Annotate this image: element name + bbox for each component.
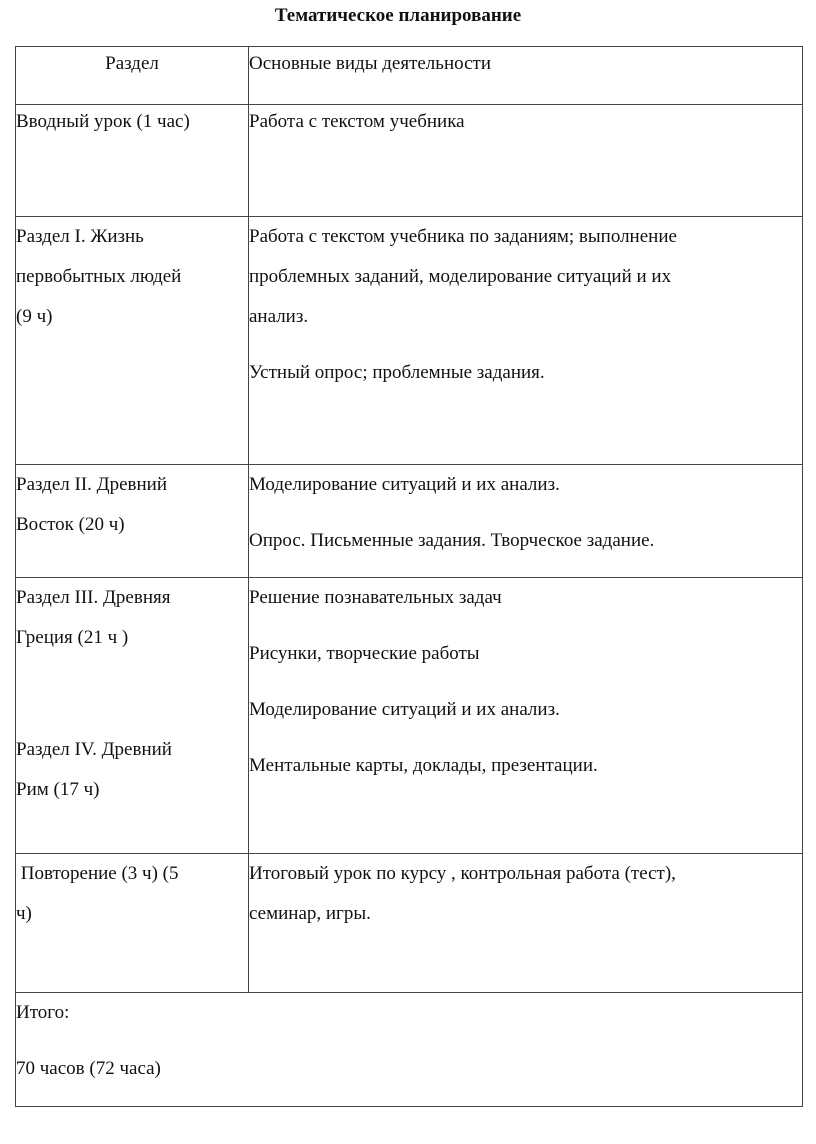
section-text: Раздел IV. Древний xyxy=(16,739,172,760)
section-cell xyxy=(16,217,249,465)
section-cell xyxy=(16,578,249,854)
table-header-row xyxy=(16,47,803,105)
activities-text: Рисунки, творческие работы xyxy=(249,643,480,664)
thematic-plan-table xyxy=(15,46,803,1107)
section-text: первобытных людей xyxy=(16,266,182,287)
table-row xyxy=(16,465,803,578)
activities-cell xyxy=(249,217,803,465)
section-text: Раздел II. Древний xyxy=(16,474,168,495)
header-section-label: Раздел xyxy=(105,53,159,74)
activities-text: Ментальные карты, доклады, презентации. xyxy=(249,755,598,776)
section-cell xyxy=(16,854,249,993)
table-row xyxy=(16,105,803,217)
activities-text: Моделирование ситуаций и их анализ. xyxy=(249,474,560,495)
header-section-cell xyxy=(16,47,249,105)
section-text: (9 ч) xyxy=(16,306,53,327)
activities-cell xyxy=(249,465,803,578)
section-text: Раздел I. Жизнь xyxy=(16,226,144,247)
activities-text: проблемных заданий, моделирование ситуаций и их xyxy=(249,266,672,287)
total-cell xyxy=(16,993,803,1107)
activities-text: Решение познавательных задач xyxy=(249,587,502,608)
activities-text: Моделирование ситуаций и их анализ. xyxy=(249,699,560,720)
section-cell xyxy=(16,465,249,578)
section-text: Вводный урок (1 час) xyxy=(16,111,190,132)
section-text: Греция (21 ч ) xyxy=(16,627,129,648)
activities-text: Итоговый урок по курсу , контрольная работа (тест), xyxy=(249,863,676,884)
section-text: Восток (20 ч) xyxy=(16,514,125,535)
activities-text: Устный опрос; проблемные задания. xyxy=(249,362,545,383)
total-label: Итого: xyxy=(16,1002,70,1023)
table-row xyxy=(16,854,803,993)
activities-text: семинар, игры. xyxy=(249,903,371,924)
section-cell xyxy=(16,105,249,217)
total-value: 70 часов (72 часа) xyxy=(16,1058,161,1079)
activities-cell xyxy=(249,105,803,217)
table-row xyxy=(16,578,803,854)
activities-text: Работа с текстом учебника xyxy=(249,111,465,132)
section-text: Раздел III. Древняя xyxy=(16,587,171,608)
activities-text: Опрос. Письменные задания. Творческое задание. xyxy=(249,530,655,551)
header-activities-label: Основные виды деятельности xyxy=(249,53,491,74)
activities-cell xyxy=(249,854,803,993)
total-row xyxy=(16,993,803,1107)
activities-text: Работа с текстом учебника по заданиям; выполнение xyxy=(249,226,677,247)
section-text: Рим (17 ч) xyxy=(16,779,100,800)
header-activities-cell xyxy=(249,47,803,105)
section-text: ч) xyxy=(16,903,32,924)
section-text: Повторение (3 ч) (5 xyxy=(16,863,179,884)
activities-cell xyxy=(249,578,803,854)
table-row xyxy=(16,217,803,465)
page-title: Тематическое планирование xyxy=(274,5,522,26)
activities-text: анализ. xyxy=(249,306,309,327)
